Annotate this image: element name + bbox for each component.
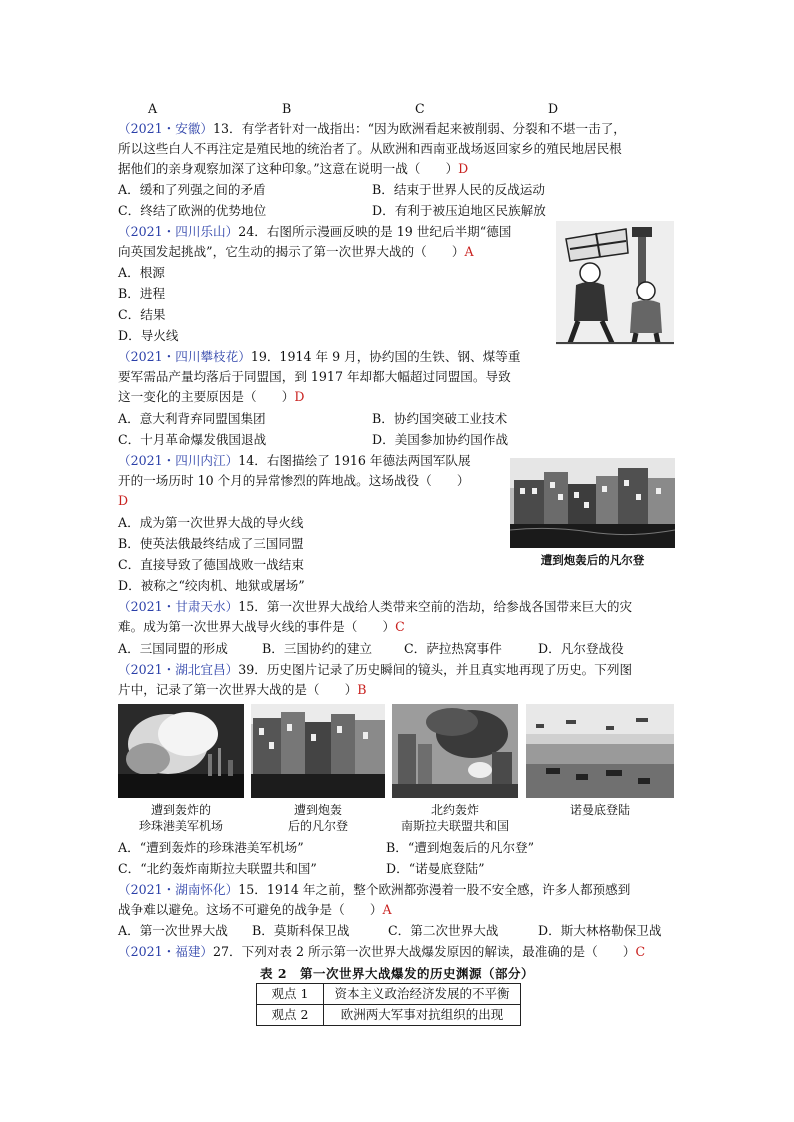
question-24-line-2: 向英国发起挑战”，它生动的揭示了第一次世界大战的（ ）A [118, 244, 474, 259]
table-title: 表 2 第一次世界大战爆发的历史渊源（部分） [259, 966, 535, 981]
table-cell: 资本主义政治经济发展的不平衡 [324, 984, 521, 1005]
question-13-line-1: （2021・安徽）13．有学者针对一战指出：“因为欧洲看起来被削弱、分裂和不堪一击了， [118, 121, 626, 136]
question-39-line-2: 片中，记录了第一次世界大战的是（ ）B [118, 682, 367, 697]
table-cell: 观点 2 [257, 1005, 324, 1026]
photo-caption-4-line-1: 诺曼底登陆 [569, 803, 630, 817]
question-source: （2021・四川攀枝花） [118, 349, 251, 364]
question-source: （2021・湖南怀化） [118, 882, 239, 897]
verdun-photo-2 [251, 704, 385, 798]
option-b: B．“遭到炮轰后的凡尔登” [386, 840, 535, 855]
top-label-a: A [148, 101, 158, 116]
table-cell: 欧洲两大军事对抗组织的出现 [324, 1005, 521, 1026]
option-a: A．第一次世界大战 [118, 923, 228, 938]
option-b: B．结束于世界人民的反战运动 [372, 182, 545, 197]
photo-caption-2-line-2: 后的凡尔登 [287, 819, 348, 833]
question-source: （2021・甘肃天水） [118, 599, 239, 614]
top-label-d: D [548, 101, 559, 116]
option-c: C．十月革命爆发俄国退战 [118, 432, 267, 447]
option-d: D．斯大林格勒保卫战 [538, 923, 662, 938]
option-c: C．萨拉热窝事件 [404, 641, 502, 656]
photo-caption-2-line-1: 遭到炮轰 [293, 803, 342, 817]
option-a: A．“遭到轰炸的珍珠港美军机场” [118, 840, 304, 855]
question-source: （2021・湖北宜昌） [118, 662, 239, 677]
question-source: （2021・四川内江） [118, 453, 239, 468]
question-13-line-3: 据他们的亲身观察加深了这种印象。”这意在说明一战（ ）D [118, 161, 469, 176]
option-b: B．使英法俄最终结成了三国同盟 [118, 536, 304, 551]
option-c: C．直接导致了德国战败一战结束 [118, 557, 304, 572]
verdun-caption: 遭到炮轰后的凡尔登 [540, 553, 645, 567]
option-d: D．美国参加协约国作战 [372, 432, 509, 447]
table-row [257, 1005, 521, 1026]
question-14-answer [118, 492, 128, 509]
question-source: （2021・安徽） [118, 121, 214, 136]
option-d: D．“诺曼底登陆” [386, 861, 485, 876]
cartoon-image [556, 221, 674, 345]
nato-bombing-photo [392, 704, 518, 798]
option-a: A．三国同盟的形成 [118, 641, 228, 656]
top-label-c: C [415, 101, 425, 116]
question-14-line-2: 开的一场历时 10 个月的异常惨烈的阵地战。这场战役（ ） [118, 473, 470, 488]
option-b: B．进程 [118, 286, 166, 301]
answer-mark: B [357, 682, 367, 697]
option-d: D．凡尔登战役 [538, 641, 624, 656]
table-row [257, 984, 521, 1005]
question-source: （2021・福建） [118, 944, 214, 959]
photo-caption-1-line-2: 珍珠港美军机场 [138, 819, 223, 833]
question-19-line-1: （2021・四川攀枝花）19．1914 年 9 月，协约国的生铁、钢、煤等重 [118, 349, 521, 364]
option-c: C．终结了欧洲的优势地位 [118, 203, 267, 218]
answer-mark: C [395, 619, 405, 634]
question-39-line-1: （2021・湖北宜昌）39．历史图片记录了历史瞬间的镜头，并且真实地再现了历史。下列图 [118, 662, 633, 677]
question-14-line-1: （2021・四川内江）14．右图描绘了 1916 年德法两国军队展 [118, 453, 471, 468]
question-15b-line-2: 战争难以避免。这场不可避免的战争是（ ）A [118, 902, 392, 917]
question-15-line-1: （2021・甘肃天水）15．第一次世界大战给人类带来空前的浩劫，给参战各国带来巨大的灾 [118, 599, 633, 614]
normandy-landing-photo [526, 704, 674, 798]
viewpoint-table [256, 983, 521, 1026]
option-d: D．被称之“绞肉机、地狱或屠场” [118, 578, 305, 593]
option-d: D．导火线 [118, 328, 179, 343]
top-label-b: B [282, 101, 292, 116]
option-d: D．有利于被压迫地区民族解放 [372, 203, 546, 218]
question-27-line-1: （2021・福建）27．下列对表 2 所示第一次世界大战爆发原因的解读，最准确的是（ ）C [118, 944, 646, 959]
question-19-line-2: 要军需品产量均落后于同盟国，到 1917 年却都大幅超过同盟国。导致 [118, 369, 511, 384]
question-13-line-2: 所以这些白人不再注定是殖民地的统治者了。从欧洲和西南亚战场返回家乡的殖民地居民根 [118, 141, 622, 156]
option-a: A．缓和了列强之间的矛盾 [118, 182, 266, 197]
option-a: A．根源 [118, 265, 165, 280]
pearl-harbor-photo [118, 704, 244, 798]
photo-caption-1-line-1: 遭到轰炸的 [150, 803, 211, 817]
question-source: （2021・四川乐山） [118, 224, 239, 239]
option-c: C．“北约轰炸南斯拉夫联盟共和国” [118, 861, 317, 876]
answer-mark: A [382, 902, 392, 917]
table-cell: 观点 1 [257, 984, 324, 1005]
option-a: A．意大利背弃同盟国集团 [118, 411, 266, 426]
option-b: B．三国协约的建立 [262, 641, 373, 656]
answer-mark: C [635, 944, 646, 959]
verdun-photo [510, 458, 675, 548]
answer-mark: D [458, 161, 469, 176]
question-15-line-2: 难。成为第一次世界大战导火线的事件是（ ）C [118, 619, 405, 634]
photo-caption-3-line-1: 北约轰炸 [430, 803, 479, 817]
option-c: C．结果 [118, 307, 166, 322]
question-19-line-3: 这一变化的主要原因是（ ）D [118, 389, 305, 404]
photo-caption-3-line-2: 南斯拉夫联盟共和国 [400, 819, 509, 833]
option-b: B．协约国突破工业技术 [372, 411, 508, 426]
option-a: A．成为第一次世界大战的导火线 [118, 515, 304, 530]
answer-mark: D [294, 389, 305, 404]
answer-mark: A [464, 244, 474, 259]
answer-mark: D [118, 493, 129, 508]
option-b: B．莫斯科保卫战 [252, 923, 350, 938]
option-c: C．第二次世界大战 [388, 923, 499, 938]
question-15b-line-1: （2021・湖南怀化）15．1914 年之前，整个欧洲都弥漫着一股不安全感，许多人都预感到 [118, 882, 631, 897]
question-24-line-1: （2021・四川乐山）24．右图所示漫画反映的是 19 世纪后半期“德国 [118, 224, 512, 239]
